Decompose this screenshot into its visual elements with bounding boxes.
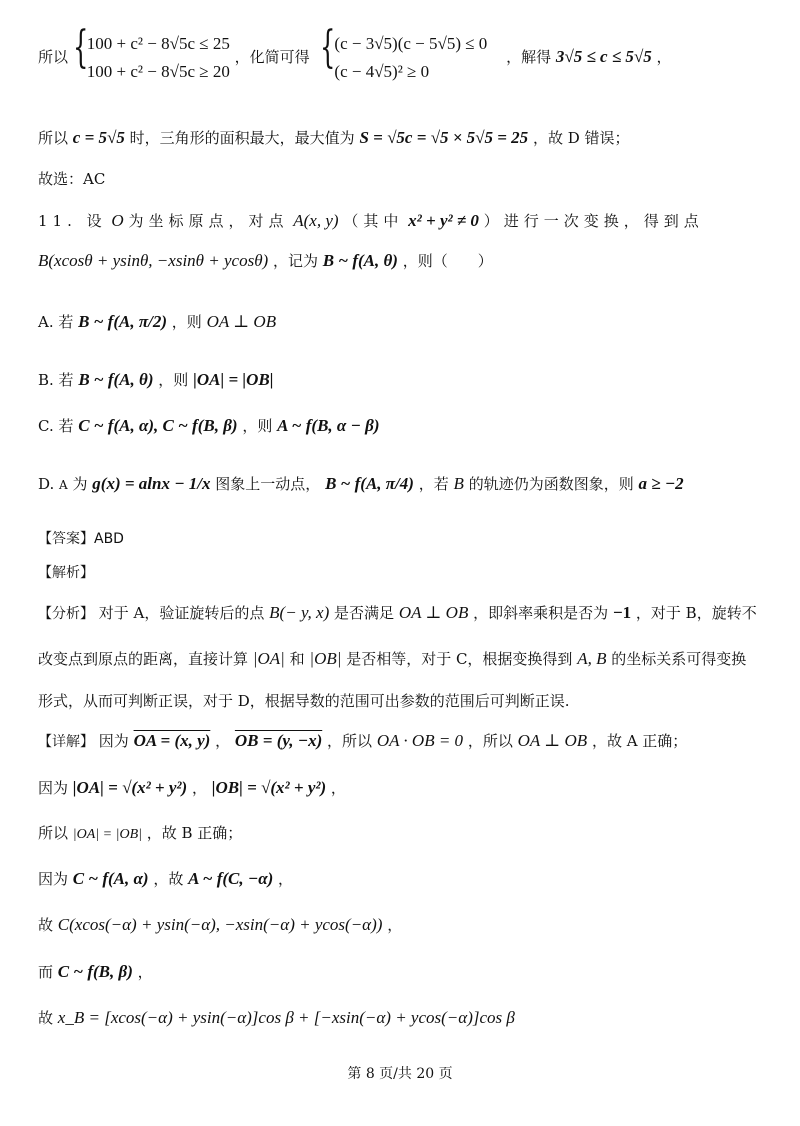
analysis-ob: |OB| xyxy=(309,649,342,668)
inequality-system-2: { (c − 3√5)(c − 5√5) ≤ 0 (c − 4√5)² ≥ 0 xyxy=(320,30,487,86)
detail-line1 xyxy=(38,731,687,751)
option-b-then: ，则 xyxy=(158,371,189,389)
option-d-text2: 图象上一动点， xyxy=(215,475,321,493)
analysis-p2-b: 和 xyxy=(289,650,305,668)
condition: x² + y² ≠ 0 xyxy=(408,211,479,230)
detail-line7 xyxy=(38,1008,515,1028)
answer-label: 【答案】ABD xyxy=(38,531,124,547)
detail-l4-c: ， xyxy=(278,870,294,888)
page-footer: 第 8 页/共 20 页 xyxy=(347,1066,453,1082)
detail-l2-a: 因为 xyxy=(38,779,69,797)
text-comma: ， xyxy=(656,48,672,66)
detail-tag: 【详解】 xyxy=(38,734,94,750)
point-b: B(xcosθ + ysinθ, −xsinθ + ycosθ) xyxy=(38,251,269,270)
jiexi-label: 【解析】 xyxy=(38,565,94,581)
detail-l1-a: 因为 xyxy=(98,732,129,750)
point-a: A(x, y) xyxy=(293,211,339,230)
c-range: 3√5 ≤ c ≤ 5√5 xyxy=(555,47,652,66)
notation: B ~ f(A, θ) xyxy=(322,251,398,270)
analysis-p1-c: ，即斜率乘积是否为 xyxy=(473,604,609,622)
analysis-oa: |OA| xyxy=(252,649,285,668)
dot-product: OA · OB = 0 xyxy=(376,731,464,750)
text-end: ，故 D 错误； xyxy=(532,129,630,147)
option-d-text3: ，若 xyxy=(418,475,449,493)
detail-line6 xyxy=(38,962,153,982)
detail-e2: A ~ f(C, −α) xyxy=(188,869,274,888)
system2-row1: (c − 3√5)(c − 5√5) ≤ 0 xyxy=(334,34,488,53)
analysis-neg1: −1 xyxy=(612,603,632,622)
length-equal: |OA| = |OB| xyxy=(72,827,142,842)
analysis-p1-d: ，对于 B，旋转不 xyxy=(635,604,757,622)
detail-l5-b: ， xyxy=(387,916,403,934)
option-c-label: C. 若 xyxy=(38,417,74,435)
stem-f: ，则（ ） xyxy=(402,252,493,270)
option-d-expr: B ~ f(A, π/4) xyxy=(325,474,414,493)
analysis-line2 xyxy=(38,649,746,669)
option-b-conclusion: |OA| = |OB| xyxy=(193,370,274,389)
area-expression: S = √5c = √5 × 5√5 = 25 xyxy=(359,128,529,147)
system2-row2: (c − 4√5)² ≥ 0 xyxy=(334,62,430,81)
detail-l1-c: ，所以 xyxy=(327,732,373,750)
option-d-point-b: B xyxy=(453,474,464,493)
option-a-label: A. 若 xyxy=(38,313,74,331)
text-jiede: ，解得 xyxy=(506,48,552,66)
option-d-function: g(x) = alnx − 1/x xyxy=(92,474,211,493)
option-c-expr: C ~ f(A, α), C ~ f(B, β) xyxy=(78,416,238,435)
q11-stem-line2 xyxy=(38,251,493,271)
stem-a: 11. 设 xyxy=(38,212,107,230)
detail-l1-e: ，故 A 正确； xyxy=(591,732,688,750)
detail-l2-b: ， xyxy=(191,779,207,797)
detail-l6-a: 而 xyxy=(38,963,54,981)
analysis-tag: 【分析】 xyxy=(38,606,94,622)
jiexi-line xyxy=(38,563,94,582)
detail-l2-c: ， xyxy=(330,779,346,797)
detail-l3-a: 所以 xyxy=(38,824,69,842)
option-d-label: D. xyxy=(38,475,55,493)
length-oa: |OA| = √(x² + y²) xyxy=(72,778,188,797)
option-d-text1: 为 xyxy=(72,475,88,493)
vector-oa: OA = (x, y) xyxy=(133,731,211,750)
analysis-perp: OA ⊥ OB xyxy=(398,603,469,622)
analysis-line1 xyxy=(38,603,757,623)
detail-line2 xyxy=(38,778,346,798)
option-a xyxy=(38,312,276,332)
system1-row1: 100 + c² − 8√5c ≤ 25 xyxy=(86,34,230,53)
detail-perp: OA ⊥ OB xyxy=(517,731,588,750)
stem-c: （其中 xyxy=(343,212,404,230)
analysis-line3 xyxy=(38,692,570,710)
analysis-p2-d: 的坐标关系可得变换 xyxy=(611,650,747,668)
stem-b: 为坐标原点，对点 xyxy=(128,212,289,230)
detail-line3 xyxy=(38,824,242,844)
answer-line xyxy=(38,529,124,548)
detail-l4-b: ，故 xyxy=(153,870,184,888)
option-d xyxy=(38,474,684,494)
analysis-p2-c: 是否相等，对于 C，根据变换得到 xyxy=(346,650,573,668)
analysis-point: B(− y, x) xyxy=(269,603,330,622)
stem-d: ）进行一次变换，得到点 xyxy=(483,212,704,230)
option-a-expr: B ~ f(A, π/2) xyxy=(78,312,168,331)
q10-max-area-line xyxy=(38,128,630,148)
detail-l1-b: ， xyxy=(215,732,231,750)
analysis-p1-b: 是否满足 xyxy=(334,604,395,622)
option-a-conclusion: OA ⊥ OB xyxy=(206,312,277,331)
analysis-p3: 形式，从而可判断正误，对于 D，根据导数的范围可出参数的范围后可判断正误. xyxy=(38,692,570,710)
text-huajian: ，化简可得 xyxy=(234,48,310,66)
detail-c-from-b: C ~ f(B, β) xyxy=(57,962,133,981)
option-b-expr: B ~ f(A, θ) xyxy=(78,370,154,389)
length-ob: |OB| = √(x² + y²) xyxy=(211,778,327,797)
detail-line4 xyxy=(38,869,293,889)
detail-e1: C ~ f(A, α) xyxy=(72,869,149,888)
detail-l5-a: 故 xyxy=(38,916,54,934)
point-c-coords: C(xcos(−α) + ysin(−α), −xsin(−α) + ycos(−α)) xyxy=(57,915,383,934)
system1-row2: 100 + c² − 8√5c ≥ 20 xyxy=(86,62,230,81)
detail-l1-d: ，所以 xyxy=(467,732,513,750)
option-d-text4: 的轨迹仍为函数图象，则 xyxy=(468,475,634,493)
option-c-then: ，则 xyxy=(242,417,273,435)
q10-system-line xyxy=(38,22,672,86)
analysis-p2-a: 改变点到原点的距离，直接计算 xyxy=(38,650,249,668)
detail-l3-b: ，故 B 正确； xyxy=(146,824,243,842)
option-c xyxy=(38,416,379,436)
option-d-point-a: A xyxy=(59,478,68,492)
text-prefix: 所以 xyxy=(38,129,69,147)
vector-ob: OB = (y, −x) xyxy=(234,731,323,750)
option-d-conclusion: a ≥ −2 xyxy=(638,474,684,493)
analysis-ab: A, B xyxy=(577,649,607,668)
stem-e: ，记为 xyxy=(273,252,319,270)
option-a-then: ，则 xyxy=(171,313,202,331)
detail-l4-a: 因为 xyxy=(38,870,69,888)
option-b xyxy=(38,370,274,390)
q10-answer-line xyxy=(38,170,105,188)
xb-expression: x_B = [xcos(−α) + ysin(−α)]cos β + [−xsin(−α) + ycos(−α)]cos β xyxy=(57,1008,515,1027)
detail-line5 xyxy=(38,915,402,935)
detail-l6-b: ， xyxy=(137,963,153,981)
option-b-label: B. 若 xyxy=(38,371,74,389)
origin-o: O xyxy=(111,211,124,230)
c-value: c = 5√5 xyxy=(72,128,125,147)
q11-stem-line1 xyxy=(38,211,704,231)
text-mid: 时，三角形的面积最大，最大值为 xyxy=(129,129,355,147)
answer-ac: 故选：AC xyxy=(38,170,106,188)
option-c-conclusion: A ~ f(B, α − β) xyxy=(277,416,380,435)
inequality-system-1: { 100 + c² − 8√5c ≤ 25 100 + c² − 8√5c ≥ 20 xyxy=(73,30,230,86)
analysis-p1-a: 对于 A，验证旋转后的点 xyxy=(98,604,265,622)
text-suoyi: 所以 xyxy=(38,48,69,66)
detail-l7-a: 故 xyxy=(38,1009,54,1027)
